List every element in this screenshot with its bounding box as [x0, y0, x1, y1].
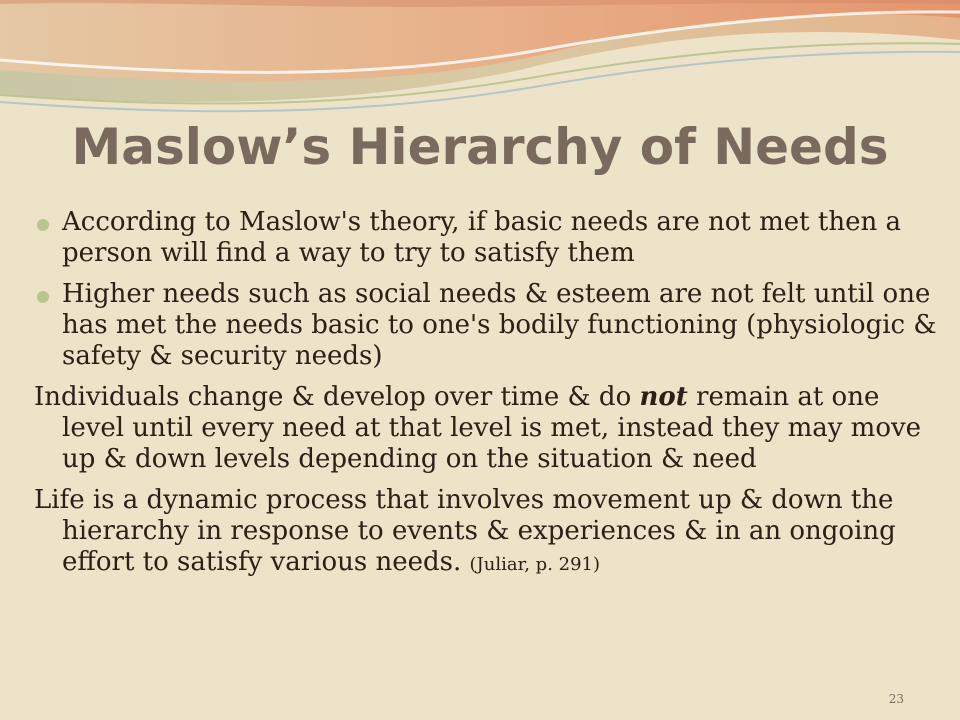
bullet-text: According to Maslow's theory, if basic needs are not met then a person will find a way to try to satisfy them [62, 207, 901, 268]
emphasis-text: not [639, 382, 688, 412]
paragraph-individuals [34, 382, 939, 475]
paragraph-text: Individuals change & develop over time & do [34, 382, 640, 412]
header-wave-decoration [0, 0, 960, 130]
paragraph-text: remain at one level until every need at that level is met, instead they may move up & down levels depending on the situation & need [62, 382, 922, 474]
slide-title: Maslow’s Hierarchy of Needs [71, 118, 889, 176]
bullet-item [34, 279, 939, 372]
bullet-item [34, 207, 939, 269]
bullet-text: Higher needs such as social needs & esteem are not felt until one has met the needs basic to one's bodily functioning (physiologic & safety & security needs) [62, 279, 937, 371]
page-number: 23 [888, 692, 904, 706]
paragraph-life [34, 485, 939, 580]
bullet-icon [37, 291, 49, 303]
slide-body [34, 207, 939, 590]
paragraph-text: Life is a dynamic process that involves movement up & down the hierarchy in response to events & experiences & in an ongoing effort to satisfy various needs. [34, 485, 896, 577]
bullet-icon [37, 219, 49, 231]
citation: (Juliar, p. 291) [469, 554, 601, 575]
